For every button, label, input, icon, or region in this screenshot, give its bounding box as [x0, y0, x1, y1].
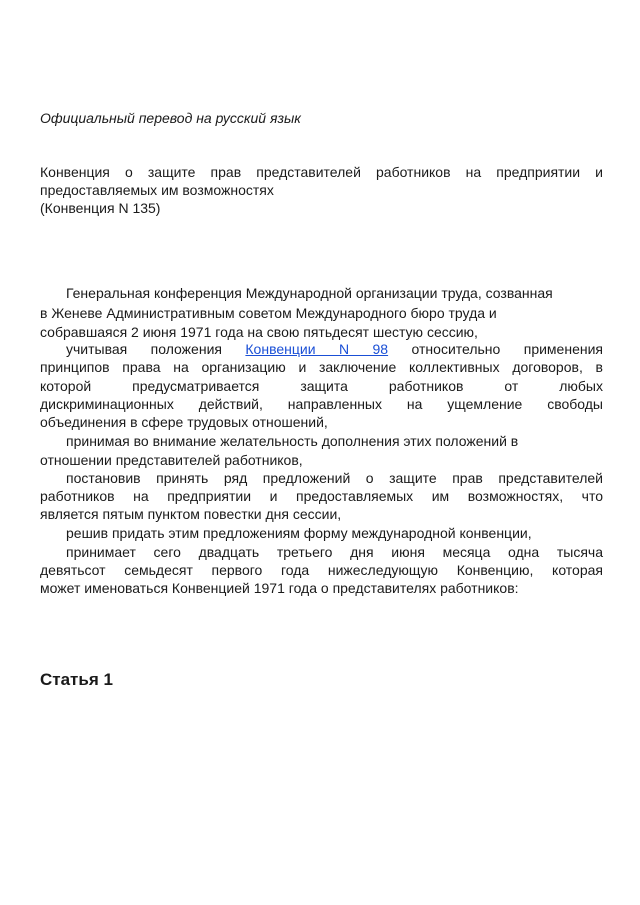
preamble-line: принимает сего двадцать третьего дня июня месяца одна тысяча [66, 544, 603, 560]
preamble-text: относительно применения [411, 341, 603, 357]
preamble-line: работников на предприятии и предоставляемых им возможностях, что [40, 488, 603, 504]
preamble-line: Генеральная конференция Международной организации труда, созванная [66, 285, 553, 301]
convention-98-link[interactable]: Конвенции N 98 [245, 341, 389, 357]
article-heading: Статья 1 [40, 670, 113, 689]
preamble-text: учитывая положения [66, 341, 222, 357]
preamble-line-with-link [66, 340, 603, 358]
preamble-line: решив придать этим предложениям форму международной конвенции, [66, 525, 532, 541]
preamble-line: дискриминационных действий, направленных на ущемление свободы [40, 396, 603, 412]
preamble-line: является пятым пунктом повестки дня сессии, [40, 506, 342, 522]
preamble-line: может именоваться Конвенцией 1971 года о представителях работников: [40, 580, 519, 596]
preamble-line: собравшаяся 2 июня 1971 года на свою пятьдесят шестую сессию, [40, 324, 478, 340]
preamble-line: объединения в сфере трудовых отношений, [40, 414, 328, 430]
preamble-line: которой предусматривается защита работников от любых [40, 378, 603, 394]
preamble-line: отношении представителей работников, [40, 452, 303, 468]
preamble-line: принципов права на организацию и заключение коллективных договоров, в [40, 359, 603, 375]
convention-number: (Конвенция N 135) [40, 200, 161, 216]
title-line: Конвенция о защите прав представителей работников на предприятии и [40, 164, 603, 180]
preamble-line: принимая во внимание желательность дополнения этих положений в [66, 433, 519, 449]
preamble-line: девятьсот семьдесят первого года нижеследующую Конвенцию, которая [40, 562, 603, 578]
title-line: предоставляемых им возможностях [40, 182, 274, 198]
preamble-line: постановив принять ряд предложений о защите прав представителей [66, 470, 603, 486]
preamble-line: в Женеве Административным советом Международного бюро труда и [40, 305, 497, 321]
translation-note: Официальный перевод на русский язык [40, 110, 301, 126]
